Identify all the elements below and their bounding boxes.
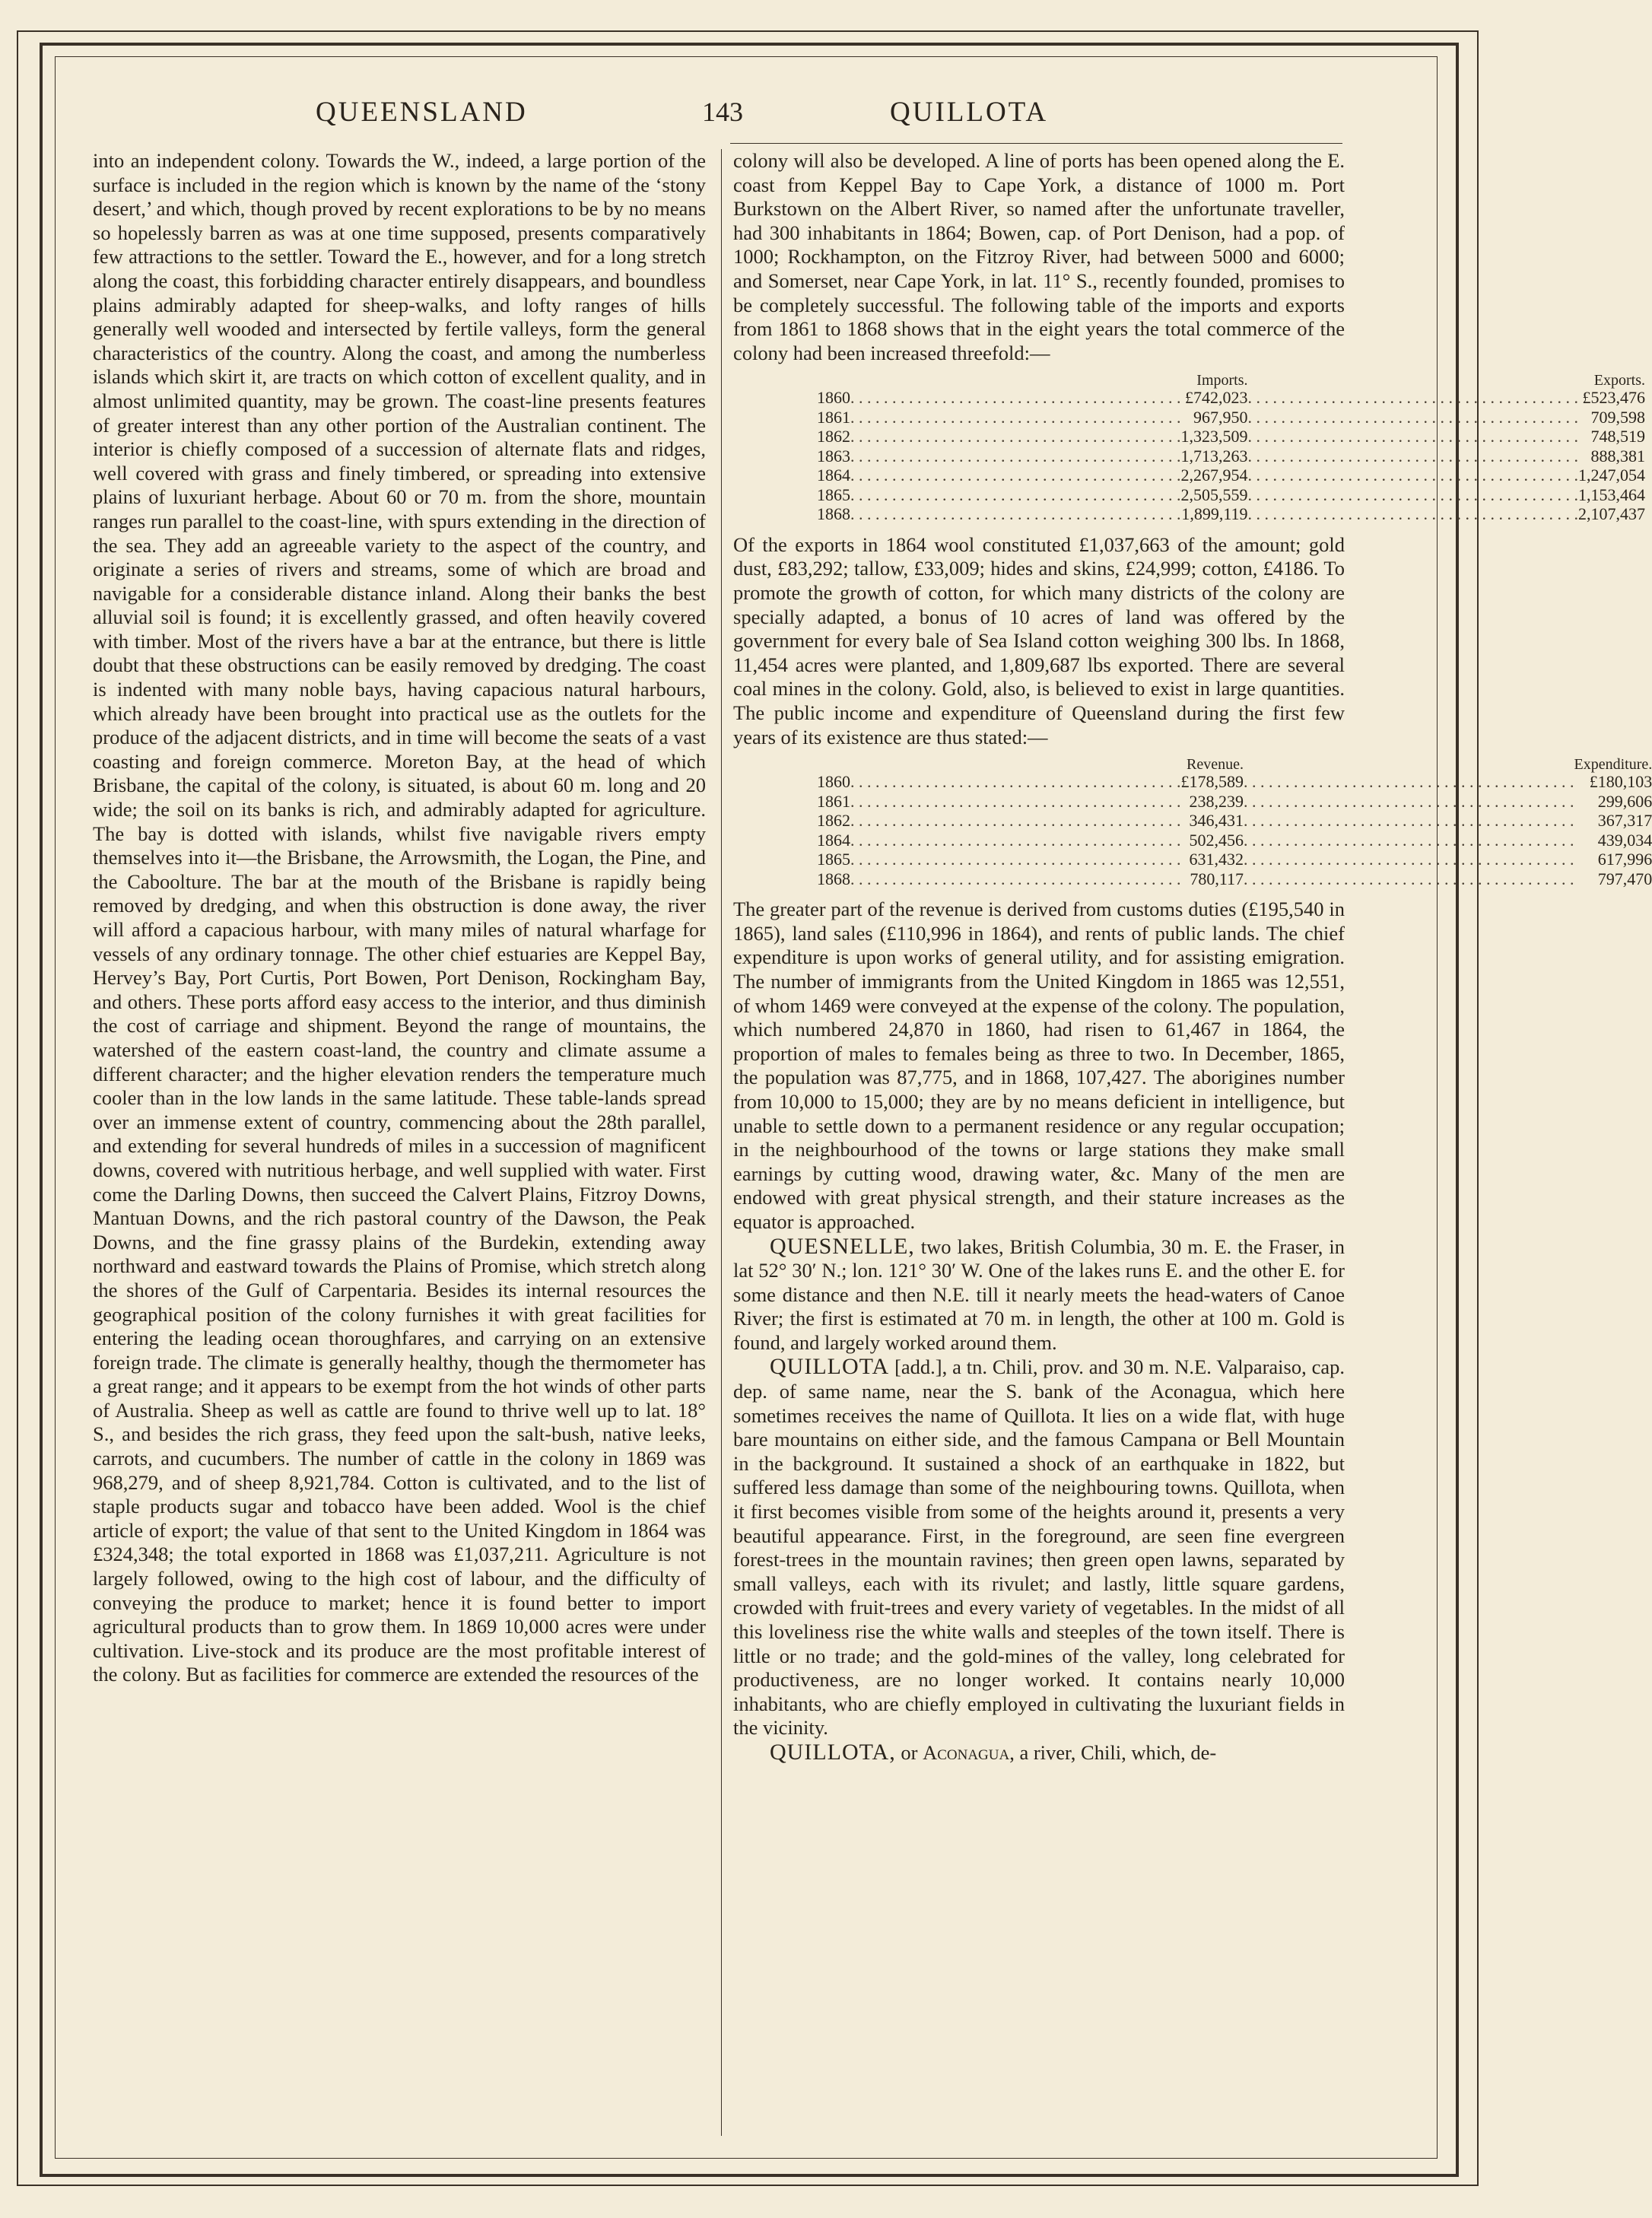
revenue-value-b: 617,996 (1597, 850, 1652, 869)
revenue-year: 1861 (817, 791, 850, 811)
revenue-year: 1862 (817, 811, 850, 831)
revenue-row (817, 831, 1652, 850)
trade-value-a: 1,323,509 (1180, 427, 1248, 446)
trade-value-b: 2,107,437 (1578, 504, 1645, 524)
quillota-river-connector: or (895, 1740, 923, 1764)
dot-leader: . . . . . . . . . . . . . . . . . . . . . . . . . . . . . . . . . . . . . . . . (1247, 466, 1578, 485)
entry-quillota (733, 1355, 1345, 1740)
dot-leader: . . . . . . . . . . . . . . . . . . . . . . . . . . . . . . . . . . . . . . . . (850, 830, 1181, 850)
column-divider (721, 149, 722, 2136)
trade-row (817, 485, 1645, 505)
headword-quillota: QUILLOTA (770, 1354, 890, 1380)
expenditure-header: Expenditure. (1574, 756, 1652, 774)
dot-leader: . . . . . . . . . . . . . . . . . . . . . . . . . . . . . . . . . . . . . . . . (1247, 446, 1578, 466)
revenue-value-a: 780,117 (1190, 869, 1244, 888)
trade-value-a: 1,713,263 (1180, 446, 1248, 466)
headword-quillota-river: QUILLOTA, (770, 1739, 896, 1765)
dot-leader: . . . . . . . . . . . . . . . . . . . . . . . . . . . . . . . . . . . . . . . . (1244, 811, 1574, 831)
entry-quesnelle (733, 1235, 1345, 1355)
revenue-year: 1865 (817, 850, 850, 869)
revenue-year: 1860 (817, 772, 850, 792)
page-number: 143 (702, 97, 743, 127)
headword-quesnelle: QUESNELLE, (770, 1233, 915, 1259)
revenue-value-b: 299,606 (1597, 791, 1652, 811)
left-column (93, 149, 706, 1687)
trade-year: 1863 (817, 446, 850, 466)
dot-leader: . . . . . . . . . . . . . . . . . . . . . . . . . . . . . . . . . . . . . . . . (1247, 485, 1578, 504)
trade-year: 1868 (817, 504, 850, 524)
trade-value-b: 1,153,464 (1578, 485, 1645, 504)
revenue-value-b: 797,470 (1597, 869, 1652, 888)
dot-leader: . . . . . . . . . . . . . . . . . . . . . . . . . . . . . . . . . . . . . . . . (1247, 427, 1578, 446)
revenue-row (817, 792, 1652, 812)
revenue-year: 1864 (817, 830, 850, 850)
revenue-value-a: 631,432 (1189, 850, 1244, 869)
trade-value-a: £742,023 (1185, 388, 1248, 408)
revenue-row (817, 850, 1652, 869)
revenue-value-a: 346,431 (1189, 811, 1244, 831)
queensland-continuation-paragraph: into an independent colony. Towards the W., indeed, a large portion of the surface is included in the region which is known by the name of the ‘stony desert,’ and which, though proved by recent explorations to be by no means so hopelessly barren as was at one time supposed, presents comparatively few attractions to the settler. Toward the E., however, and for a long stretch along the coast, this forbidding character entirely disappears, and boundless plains admirably adapted for sheep-walks, and lofty ranges of hills generally well wooded and intersected by fertile valleys, form the general characteristics of the country. Along the coast, and among the numberless islands which skirt it, are tracts on which cotton of excellent quality, and in almost unlimited quantity, may be grown. The coast-line presents features of greater interest than any other portion of the Australian continent. The interior is chiefly composed of a succession of alternate flats and ridges, well covered with grass and finely timbered, or spreading into extensive plains of luxuriant herbage. About 60 or 70 m. from the shore, mountain ranges run parallel to the coast-line, with spurs extending in the direction of the sea. They add an agreeable variety to the aspect of the country, and originate a series of rivers and streams, some of which are broad and navigable for a considerable distance inland. Along their banks the best alluvial soil is found; it is excellently grassed, and often heavily covered with timber. Most of the rivers have a bar at the entrance, but there is little doubt that these obstructions can be easily removed by dredging. The coast is indented with many noble bays, having capacious natural harbours, which already have been brought into practical use as the outlets for the produce of the adjacent districts, and in time will become the seats of a vast coasting and foreign commerce. Moreton Bay, at the head of which Brisbane, the capital of the colony, is situated, is about 60 m. long and 20 wide; the soil on its banks is rich, and admirably adapted for agriculture. The bay is dotted with islands, whilst five navigable rivers empty themselves into it—the Brisbane, the Arrowsmith, the Logan, the Pine, and the Caboolture. The bar at the mouth of the Brisbane is rapidly being removed by dredging, and when this obstruction is done away, the river will afford a capacious harbour, with many miles of natural wharfage for vessels of any ordinary tonnage. The other chief estuaries are Keppel Bay, Hervey’s Bay, Port Curtis, Port Bowen, Port Denison, Rockingham Bay, and others. These ports afford easy access to the interior, and thus diminish the cost of carriage and shipment. Beyond the range of mountains, the watershed of the eastern coast-land, the country and climate assume a different character; and the higher elevation renders the temperature much cooler than in the low lands in the same latitude. These table-lands spread over an immense extent of country, commencing about the 28th parallel, and extending for several hundreds of miles in a succession of magnificent downs, covered with nutritious herbage, and well supplied with water. First come the Darling Downs, then succeed the Calvert Plains, Fitzroy Downs, Mantuan Downs, and the rich pastoral country of the Dawson, the Peak Downs, and the fine grassy plains of the Burdekin, extending away northward and eastward towards the Plains of Promise, which stretch along the shores of the Gulf of Carpentaria. Besides its internal resources the geographical position of the colony furnishes it with great facilities for entering the leading ocean thoroughfares, and carrying on an extensive foreign trade. The climate is generally healthy, though the thermometer has a great range; and it appears to be exempt from the hot winds of other parts of Australia. Sheep as well as cattle are found to thrive well up to lat. 18° S., and besides the rich grass, they feed upon the salt-bush, native leeks, carrots, and cucumbers. The number of cattle in the colony in 1869 was 968,279, and of sheep 8,921,784. Cotton is cultivated, and to the list of staple products sugar and tobacco have been added. Wool is the chief article of export; the value of that sent to the United Kingdom in 1864 was £324,348; the total exported in 1868 was £1,037,211. Agriculture is not largely followed, owing to the high cost of labour, and the difficulty of conveying the produce to market; hence it is found better to import agricultural products than to grow them. In 1869 10,000 acres were under cultivation. Live-stock and its produce are the most profitable interest of the colony. But as facilities for commerce are extended the resources of the (93, 149, 706, 1686)
aconagua-alt-name: Aconagua (923, 1740, 1010, 1764)
imports-exports-table (817, 373, 1645, 524)
exports-detail-paragraph: Of the exports in 1864 wool constituted £1,037,663 of the amount; gold dust, £83,292; tallow, £33,009; hides and skins, £24,999; cotton, £4186. To promote the growth of cotton, for which many districts of the colony are specially adapted, a bonus of 10 acres of land was offered by the government for every bale of Sea Island cotton weighing 300 lbs. In 1868, 11,454 acres were planted, and 1,809,687 lbs exported. There are several coal mines in the colony. Gold, also, is believed to exist in large quantities. The public income and expenditure of Queensland during the first few years of its existence are thus stated:— (733, 532, 1345, 748)
running-header (68, 96, 1422, 141)
trade-value-a: 2,267,954 (1180, 466, 1248, 485)
trade-year: 1864 (817, 466, 850, 485)
header-right-word: QUILLOTA (890, 97, 1049, 128)
dot-leader: . . . . . . . . . . . . . . . . . . . . . . . . . . . . . . . . . . . . . . . . (850, 485, 1181, 504)
revenue-row (817, 772, 1652, 792)
dot-leader: . . . . . . . . . . . . . . . . . . . . . . . . . . . . . . . . . . . . . . . . (850, 504, 1181, 524)
right-column (733, 149, 1652, 1765)
revenue-header: Revenue. (1187, 756, 1244, 774)
trade-year: 1865 (817, 485, 850, 504)
revenue-value-a: £178,589 (1180, 772, 1244, 792)
trade-value-b: £523,476 (1582, 388, 1645, 408)
quesnelle-text: two lakes, British Columbia, 30 m. E. the Fraser, in lat 52° 30′ N.; lon. 121° 30′ W. One of the lakes runs E. and the other E. for some distance and then N.E. till it nearly meets the head-waters of Canoe River; the first is estimated at 70 m. in length, the other at 100 m. Gold is found, and largely worked around them. (733, 1235, 1345, 1354)
dot-leader: . . . . . . . . . . . . . . . . . . . . . . . . . . . . . . . . . . . . . . . . (1247, 388, 1578, 408)
trade-value-b: 748,519 (1590, 427, 1645, 446)
dot-leader: . . . . . . . . . . . . . . . . . . . . . . . . . . . . . . . . . . . . . . . . (1244, 772, 1574, 792)
imports-exports-rows (817, 388, 1645, 524)
dot-leader: . . . . . . . . . . . . . . . . . . . . . . . . . . . . . . . . . . . . . . . . (850, 869, 1181, 888)
trade-year: 1861 (817, 407, 850, 427)
dot-leader: . . . . . . . . . . . . . . . . . . . . . . . . . . . . . . . . . . . . . . . . (1244, 791, 1574, 811)
dot-leader: . . . . . . . . . . . . . . . . . . . . . . . . . . . . . . . . . . . . . . . . (1247, 504, 1578, 524)
dot-leader: . . . . . . . . . . . . . . . . . . . . . . . . . . . . . . . . . . . . . . . . (850, 407, 1181, 427)
revenue-row (817, 869, 1652, 889)
entry-quillota-river (733, 1740, 1345, 1765)
trade-value-a: 2,505,559 (1180, 485, 1248, 504)
dot-leader: . . . . . . . . . . . . . . . . . . . . . . . . . . . . . . . . . . . . . . . . (850, 466, 1181, 485)
header-left-word: QUEENSLAND (316, 97, 528, 128)
colony-ports-paragraph: colony will also be developed. A line of ports has been opened along the E. coast from Keppel Bay to Cape York, a distance of 1000 m. Port Burkstown on the Albert River, so named after the unfortunate traveller, had 300 inhabitants in 1864; Bowen, cap. of Port Denison, had a pop. of 1000; Rockhampton, on the Fitzroy River, had between 5000 and 6000; and Somerset, near Cape York, in lat. 11° S., recently founded, promises to be completely successful. The following table of the imports and exports from 1861 to 1868 shows that in the eight years the total commerce of the colony had been increased threefold:— (733, 149, 1345, 364)
trade-value-b: 888,381 (1590, 446, 1645, 466)
trade-row (817, 408, 1645, 427)
revenue-value-b: 439,034 (1597, 830, 1652, 850)
dot-leader: . . . . . . . . . . . . . . . . . . . . . . . . . . . . . . . . . . . . . . . . (850, 850, 1181, 869)
dot-leader: . . . . . . . . . . . . . . . . . . . . . . . . . . . . . . . . . . . . . . . . (1244, 830, 1574, 850)
header-rule (730, 143, 1342, 144)
revenue-value-a: 238,239 (1189, 791, 1244, 811)
exports-header: Exports. (1593, 372, 1645, 389)
revenue-expenditure-rows (817, 772, 1652, 888)
dot-leader: . . . . . . . . . . . . . . . . . . . . . . . . . . . . . . . . . . . . . . . . (850, 388, 1181, 408)
revenue-year: 1868 (817, 869, 850, 888)
trade-value-a: 1,899,119 (1181, 504, 1248, 524)
trade-value-b: 709,598 (1590, 407, 1645, 427)
quillota-river-text: , a river, Chili, which, de- (1009, 1740, 1217, 1764)
revenue-population-paragraph: The greater part of the revenue is derived from customs duties (£195,540 in 1865), land sales (£110,996 in 1864), and rents of public lands. The chief expenditure is upon works of general utility, and for assisting emigration. The number of immigrants from the United Kingdom in 1865 was 12,551, of whom 1469 were conveyed at the expense of the colony. The population, which numbered 24,870 in 1860, had risen to 61,467 in 1864, the proportion of males to females being as three to two. In December, 1865, the population was 87,775, and in 1868, 107,427. The aborigines number from 10,000 to 15,000; they are by no means deficient in intelligence, but unable to settle down to a permanent residence or any regular occupation; in the neighbourhood of the towns or large stations they make small earnings by cutting wood, drawing water, &c. Many of the men are endowed with great physical strength, and their stature increases as the equator is approached. (733, 898, 1345, 1233)
dot-leader: . . . . . . . . . . . . . . . . . . . . . . . . . . . . . . . . . . . . . . . . (850, 427, 1181, 446)
trade-value-a: 967,950 (1193, 407, 1248, 427)
imports-header: Imports. (1196, 372, 1248, 389)
trade-row (817, 427, 1645, 446)
dot-leader: . . . . . . . . . . . . . . . . . . . . . . . . . . . . . . . . . . . . . . . . (850, 772, 1181, 792)
dot-leader: . . . . . . . . . . . . . . . . . . . . . . . . . . . . . . . . . . . . . . . . (850, 446, 1181, 466)
trade-row (817, 504, 1645, 524)
quillota-text: [add.], a tn. Chili, prov. and 30 m. N.E. Valparaiso, cap. dep. of same name, near the S. bank of the Aconagua, which here sometimes receives the name of Quillota. It lies on a wide flat, with huge bare mountains on either side, and the famous Campana or Bell Mountain in the background. It sustained a shock of an earthquake in 1822, but suffered less damage than some of the neighbouring towns. Quillota, when it first becomes visible from some of the heights around it, presents a very beautiful appearance. First, in the foreground, are seen fine evergreen forest-trees in the mountain ravines; then green open lawns, separated by small valleys, each with its rivulet; and lastly, little square gardens, crowded with fruit-trees and every variety of vegetables. In the midst of all this loveliness rise the white walls and steeples of the town itself. There is little or no trade; and the gold-mines of the valley, long celebrated for productiveness, are no longer worked. It contains nearly 10,000 inhabitants, who are chiefly employed in cultivating the luxuriant fields in the vicinity. (733, 1355, 1345, 1740)
dot-leader: . . . . . . . . . . . . . . . . . . . . . . . . . . . . . . . . . . . . . . . . (850, 811, 1181, 831)
dot-leader: . . . . . . . . . . . . . . . . . . . . . . . . . . . . . . . . . . . . . . . . (850, 791, 1181, 811)
revenue-value-a: 502,456 (1189, 830, 1244, 850)
trade-year: 1862 (817, 427, 850, 446)
trade-year: 1860 (817, 388, 850, 408)
trade-row (817, 388, 1645, 408)
revenue-row (817, 811, 1652, 831)
dot-leader: . . . . . . . . . . . . . . . . . . . . . . . . . . . . . . . . . . . . . . . . (1247, 407, 1578, 427)
revenue-expenditure-table (817, 757, 1652, 888)
trade-value-b: 1,247,054 (1578, 466, 1645, 485)
revenue-value-b: 367,317 (1597, 811, 1652, 831)
trade-row (817, 446, 1645, 466)
revenue-value-b: £180,103 (1589, 772, 1652, 792)
trade-row (817, 466, 1645, 485)
dot-leader: . . . . . . . . . . . . . . . . . . . . . . . . . . . . . . . . . . . . . . . . (1244, 869, 1574, 888)
dot-leader: . . . . . . . . . . . . . . . . . . . . . . . . . . . . . . . . . . . . . . . . (1244, 850, 1574, 869)
